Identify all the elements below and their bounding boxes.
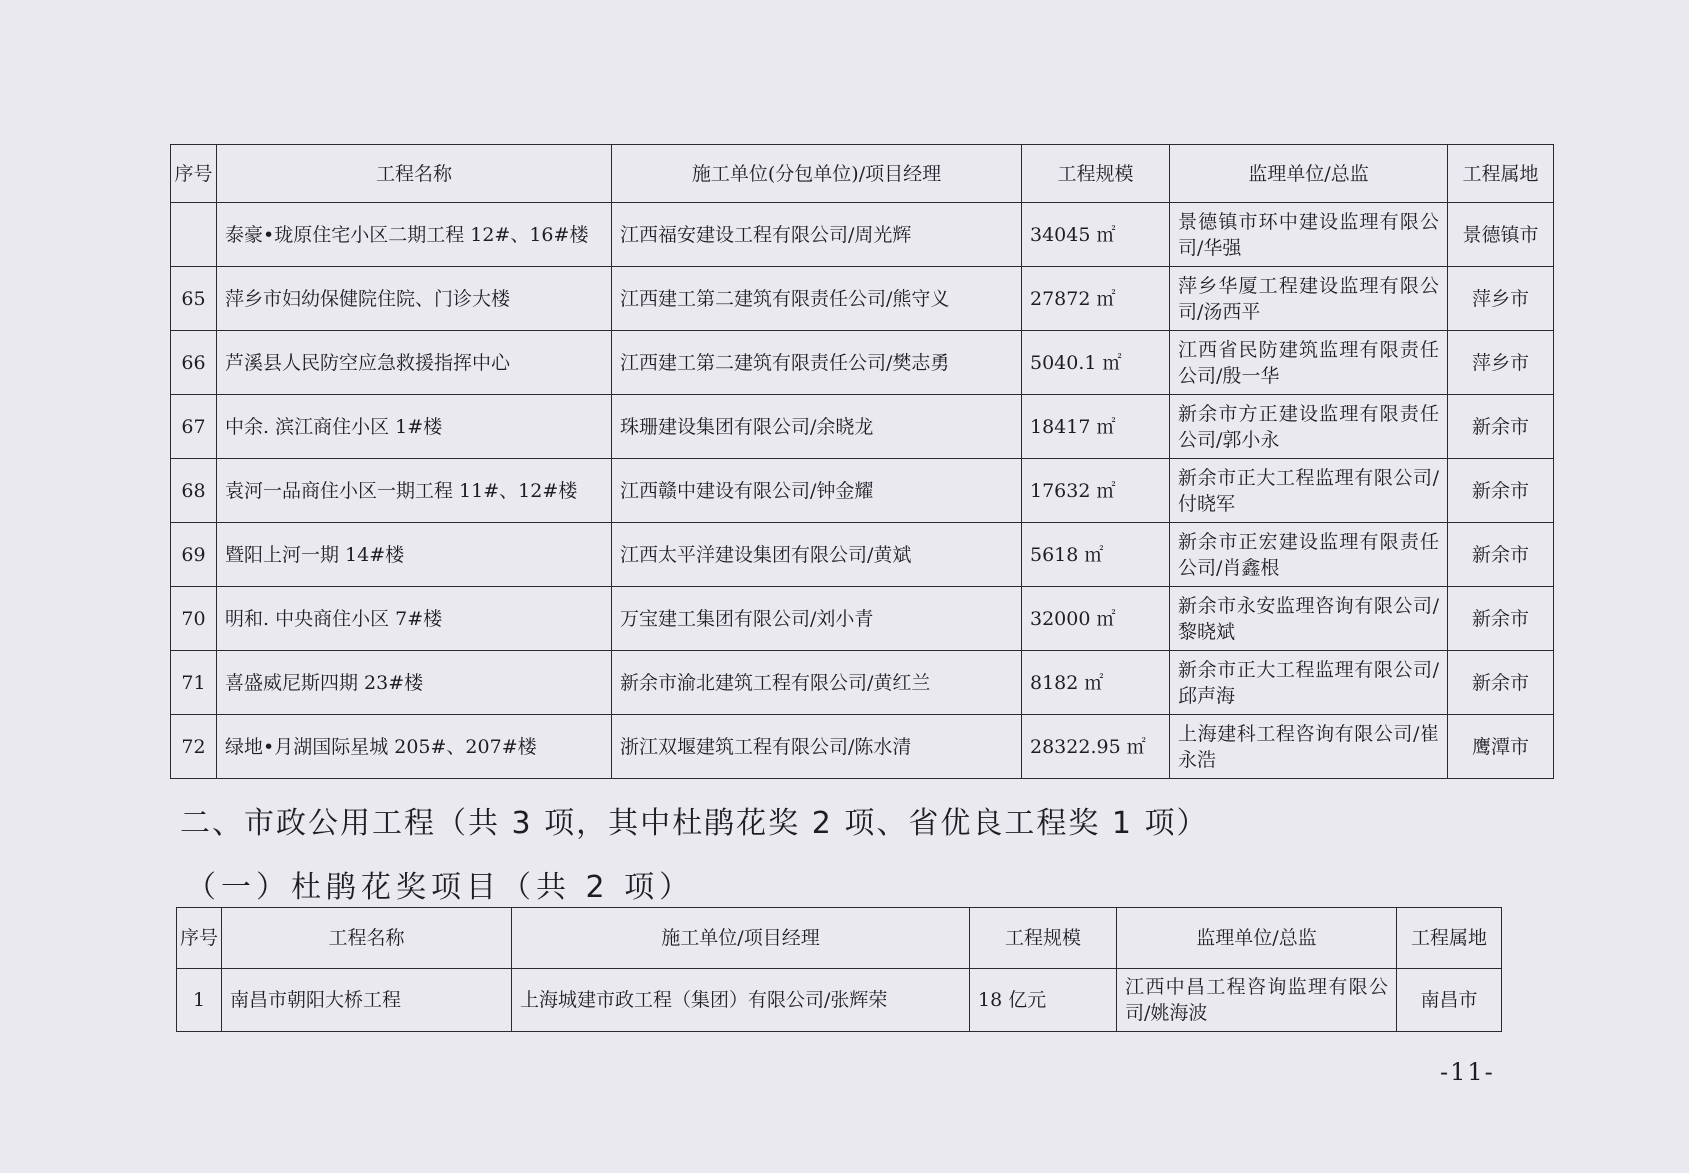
cell-supervisor: 上海建科工程咨询有限公司/崔永浩 (1170, 715, 1448, 779)
cell-location: 新余市 (1448, 459, 1554, 523)
table-row (177, 969, 1502, 1032)
cell-location: 萍乡市 (1448, 267, 1554, 331)
table-row (171, 523, 1554, 587)
cell-contractor: 新余市渝北建筑工程有限公司/黄红兰 (612, 651, 1022, 715)
header-project-name: 工程名称 (217, 145, 612, 203)
cell-location: 南昌市 (1397, 969, 1502, 1032)
cell-location: 萍乡市 (1448, 331, 1554, 395)
cell-project-name: 芦溪县人民防空应急救援指挥中心 (217, 331, 612, 395)
cell-project-name: 萍乡市妇幼保健院住院、门诊大楼 (217, 267, 612, 331)
table-row (171, 203, 1554, 267)
cell-seq: 70 (171, 587, 217, 651)
cell-contractor: 江西太平洋建设集团有限公司/黄斌 (612, 523, 1022, 587)
cell-contractor: 珠珊建设集团有限公司/余晓龙 (612, 395, 1022, 459)
cell-seq: 67 (171, 395, 217, 459)
cell-location: 鹰潭市 (1448, 715, 1554, 779)
cell-project-name: 明和. 中央商住小区 7#楼 (217, 587, 612, 651)
cell-scale: 27872 ㎡ (1022, 267, 1170, 331)
cell-scale: 5040.1 ㎡ (1022, 331, 1170, 395)
cell-seq: 66 (171, 331, 217, 395)
awards-table-housing (170, 144, 1554, 779)
awards-table-municipal (176, 907, 1502, 1032)
cell-scale: 5618 ㎡ (1022, 523, 1170, 587)
cell-contractor: 上海城建市政工程（集团）有限公司/张辉荣 (512, 969, 970, 1032)
cell-location: 新余市 (1448, 395, 1554, 459)
cell-project-name: 南昌市朝阳大桥工程 (222, 969, 512, 1032)
cell-supervisor: 新余市永安监理咨询有限公司/黎晓斌 (1170, 587, 1448, 651)
cell-scale: 8182 ㎡ (1022, 651, 1170, 715)
cell-contractor: 江西赣中建设有限公司/钟金耀 (612, 459, 1022, 523)
table-row (171, 395, 1554, 459)
section-heading: 二、市政公用工程（共 3 项，其中杜鹃花奖 2 项、省优良工程奖 1 项） (180, 806, 1209, 841)
cell-seq: 71 (171, 651, 217, 715)
cell-scale: 28322.95 ㎡ (1022, 715, 1170, 779)
table-header-row (171, 145, 1554, 203)
cell-project-name: 暨阳上河一期 14#楼 (217, 523, 612, 587)
cell-seq: 68 (171, 459, 217, 523)
header-contractor: 施工单位(分包单位)/项目经理 (612, 145, 1022, 203)
cell-project-name: 袁河一品商住小区一期工程 11#、12#楼 (217, 459, 612, 523)
cell-contractor: 江西福安建设工程有限公司/周光辉 (612, 203, 1022, 267)
header-scale: 工程规模 (1022, 145, 1170, 203)
cell-supervisor: 新余市正大工程监理有限公司/邱声海 (1170, 651, 1448, 715)
cell-supervisor: 江西省民防建筑监理有限责任公司/殷一华 (1170, 331, 1448, 395)
cell-seq: 72 (171, 715, 217, 779)
table-row (171, 651, 1554, 715)
header-seq: 序号 (177, 908, 222, 969)
cell-location: 景德镇市 (1448, 203, 1554, 267)
cell-location: 新余市 (1448, 523, 1554, 587)
table-row (171, 459, 1554, 523)
cell-contractor: 江西建工第二建筑有限责任公司/樊志勇 (612, 331, 1022, 395)
header-seq: 序号 (171, 145, 217, 203)
cell-contractor: 万宝建工集团有限公司/刘小青 (612, 587, 1022, 651)
cell-scale: 17632 ㎡ (1022, 459, 1170, 523)
cell-contractor: 浙江双堰建筑工程有限公司/陈水清 (612, 715, 1022, 779)
cell-project-name: 喜盛威尼斯四期 23#楼 (217, 651, 612, 715)
header-location: 工程属地 (1397, 908, 1502, 969)
cell-seq: 69 (171, 523, 217, 587)
cell-supervisor: 江西中昌工程咨询监理有限公司/姚海波 (1117, 969, 1397, 1032)
cell-seq: 1 (177, 969, 222, 1032)
cell-project-name: 绿地•月湖国际星城 205#、207#楼 (217, 715, 612, 779)
header-project-name: 工程名称 (222, 908, 512, 969)
cell-supervisor: 新余市正宏建设监理有限责任公司/肖鑫根 (1170, 523, 1448, 587)
header-scale: 工程规模 (970, 908, 1117, 969)
cell-supervisor: 新余市正大工程监理有限公司/付晓军 (1170, 459, 1448, 523)
table-row (171, 587, 1554, 651)
cell-contractor: 江西建工第二建筑有限责任公司/熊守义 (612, 267, 1022, 331)
header-supervisor: 监理单位/总监 (1170, 145, 1448, 203)
cell-location: 新余市 (1448, 587, 1554, 651)
header-contractor: 施工单位/项目经理 (512, 908, 970, 969)
table-header-row (177, 908, 1502, 969)
table-row (171, 331, 1554, 395)
cell-scale: 18 亿元 (970, 969, 1117, 1032)
table-row (171, 267, 1554, 331)
cell-scale: 18417 ㎡ (1022, 395, 1170, 459)
cell-project-name: 泰豪•珑原住宅小区二期工程 12#、16#楼 (217, 203, 612, 267)
cell-seq (171, 203, 217, 267)
cell-supervisor: 景德镇市环中建设监理有限公司/华强 (1170, 203, 1448, 267)
cell-seq: 65 (171, 267, 217, 331)
cell-scale: 32000 ㎡ (1022, 587, 1170, 651)
header-location: 工程属地 (1448, 145, 1554, 203)
subsection-heading: （一）杜鹃花奖项目（共 2 项） (186, 870, 695, 905)
cell-supervisor: 新余市方正建设监理有限责任公司/郭小永 (1170, 395, 1448, 459)
page-number: -11- (1440, 1058, 1495, 1086)
cell-location: 新余市 (1448, 651, 1554, 715)
table-row (171, 715, 1554, 779)
header-supervisor: 监理单位/总监 (1117, 908, 1397, 969)
cell-project-name: 中余. 滨江商住小区 1#楼 (217, 395, 612, 459)
cell-supervisor: 萍乡华厦工程建设监理有限公司/汤西平 (1170, 267, 1448, 331)
cell-scale: 34045 ㎡ (1022, 203, 1170, 267)
